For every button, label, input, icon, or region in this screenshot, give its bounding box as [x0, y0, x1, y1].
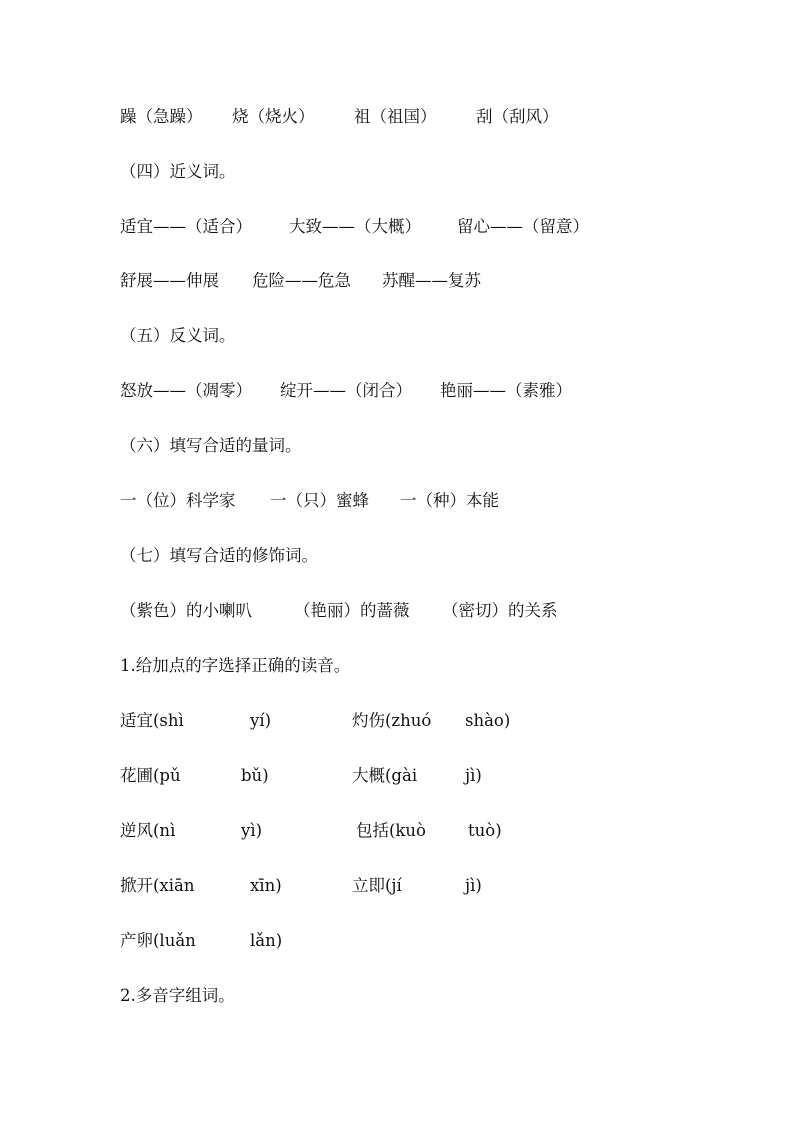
vocab-row: [120, 104, 559, 130]
pinyin-option-b: yì): [241, 821, 263, 840]
section-heading-measure-words: （六）填写合适的量词。: [120, 436, 302, 455]
measure-phrase: 一（种）本能: [400, 491, 499, 510]
modifier-phrase: （艳丽）的蔷薇: [294, 601, 410, 620]
pinyin-option-b: jì): [465, 876, 482, 895]
pinyin-option-a: 产卵(luǎn: [120, 931, 196, 950]
pinyin-option-b: tuò): [468, 821, 502, 840]
pinyin-option-a: 逆风(nì: [120, 821, 176, 840]
question-1-title: 1.给加点的字选择正确的读音。: [120, 656, 351, 675]
pinyin-option-b: bǔ): [241, 766, 269, 785]
synonym-row: [120, 268, 481, 294]
vocab-item: 刮（刮风）: [476, 107, 559, 126]
pinyin-option-b: shào): [465, 711, 511, 730]
pinyin-option-a: 掀开(xiān: [120, 876, 195, 895]
pinyin-row: [120, 873, 482, 899]
antonym-row: [120, 378, 572, 404]
modifier-phrase: （紫色）的小喇叭: [120, 601, 252, 620]
pinyin-option-a: 适宜(shì: [120, 711, 184, 730]
synonym-pair: 大致——（大概）: [289, 217, 421, 236]
antonym-pair: 怒放——（凋零）: [120, 381, 252, 400]
pinyin-option-a: 包括(kuò: [356, 821, 426, 840]
synonym-pair: 危险——危急: [252, 271, 351, 290]
pinyin-option-b: xīn): [250, 876, 282, 895]
pinyin-option-b: jì): [465, 766, 482, 785]
pinyin-row: [120, 928, 283, 954]
synonym-row: [120, 214, 589, 240]
pinyin-option-b: yí): [250, 711, 272, 730]
pinyin-option-a: 灼伤(zhuó: [352, 711, 432, 730]
pinyin-row: [120, 763, 482, 789]
vocab-item: 烧（烧火）: [232, 107, 315, 126]
section-heading-antonyms: （五）反义词。: [120, 326, 236, 345]
pinyin-option-b: lǎn): [250, 931, 283, 950]
antonym-pair: 艳丽——（素雅）: [440, 381, 572, 400]
modifier-row: [120, 598, 558, 624]
section-heading-synonyms: （四）近义词。: [120, 162, 236, 181]
pinyin-row: [120, 818, 502, 844]
pinyin-option-a: 立即(jí: [352, 876, 402, 895]
vocab-item: 躁（急躁）: [120, 107, 203, 126]
pinyin-option-a: 花圃(pǔ: [120, 766, 181, 785]
pinyin-row: [120, 708, 511, 734]
question-2-title: 2.多音字组词。: [120, 986, 235, 1005]
measure-phrase: 一（位）科学家: [120, 491, 236, 510]
synonym-pair: 苏醒——复苏: [382, 271, 481, 290]
synonym-pair: 留心——（留意）: [457, 217, 589, 236]
antonym-pair: 绽开——（闭合）: [280, 381, 412, 400]
pinyin-option-a: 大概(gài: [352, 766, 418, 785]
measure-phrase: 一（只）蜜蜂: [270, 491, 369, 510]
measure-word-row: [120, 488, 499, 514]
synonym-pair: 适宜——（适合）: [120, 217, 252, 236]
section-heading-modifiers: （七）填写合适的修饰词。: [120, 546, 318, 565]
modifier-phrase: （密切）的关系: [442, 601, 558, 620]
vocab-item: 祖（祖国）: [354, 107, 437, 126]
synonym-pair: 舒展——伸展: [120, 271, 219, 290]
